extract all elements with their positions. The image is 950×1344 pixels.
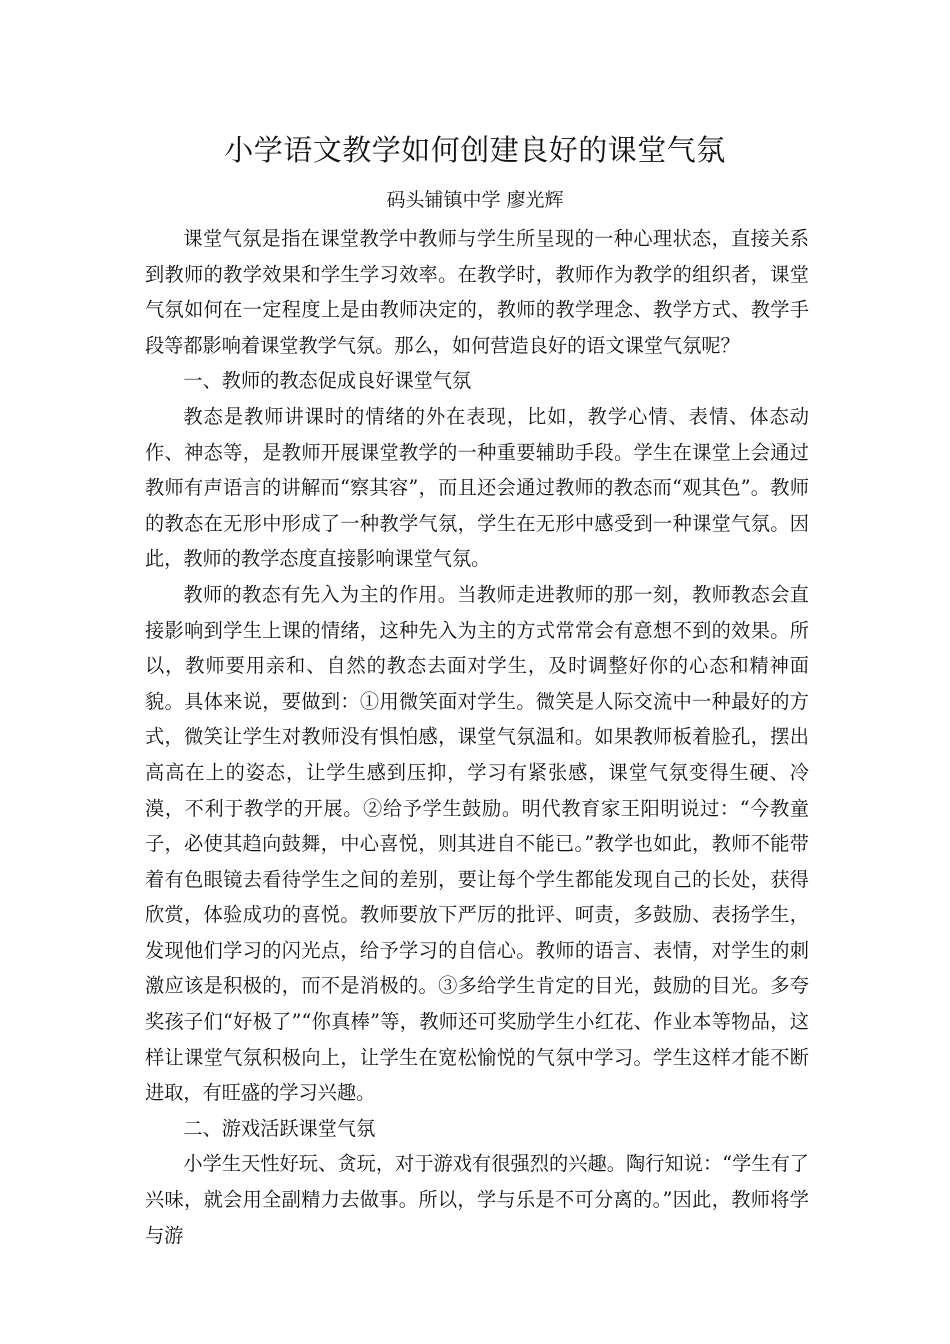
- paragraph-teaching-manner: 教态是教师讲课时的情绪的外在表现，比如，教学心情、表情、体态动作、神态等，是教师开展课堂教学的一种重要辅助手段。学生在课堂上会通过教师有声语言的讲解而“察其容”，而且还会通过教师的教态而“观其色”。教师的教态在无形中形成了一种教学气氛，学生在无形中感受到一种课堂气氛。因此，教师的教学态度直接影响课堂气氛。: [145, 404, 809, 571]
- document-body: [145, 221, 809, 1253]
- section-heading-2: 二、游戏活跃课堂气氛: [183, 1116, 376, 1140]
- document-title: 小学语文教学如何创建良好的课堂气氛: [224, 133, 726, 167]
- paragraph-first-impression: 教师的教态有先入为主的作用。当教师走进教师的那一刻，教师教态会直接影响到学生上课的情绪，这种先入为主的方式常常会有意想不到的效果。所以，教师要用亲和、自然的教态去面对学生，及时调整好你的心态和精神面貌。具体来说，要做到：①用微笑面对学生。微笑是人际交流中一种最好的方式，微笑让学生对教师没有惧怕感，课堂气氛温和。如果教师板着脸孔，摆出高高在上的姿态，让学生感到压抑，学习有紧张感，课堂气氛变得生硬、冷漠，不利于教学的开展。②给予学生鼓励。明代教育家王阳明说过：“今教童子，必使其趋向鼓舞，中心喜悦，则其进自不能已。”教学也如此，教师不能带着有色眼镜去看待学生之间的差别，要让每个学生都能发现自己的长处，获得欣赏，体验成功的喜悦。教师要放下严厉的批评、呵责，多鼓励、表扬学生，发现他们学习的闪光点，给予学习的自信心。教师的语言、表情，对学生的刺激应该是积极的，而不是消极的。③多给学生肯定的目光，鼓励的目光。多夸奖孩子们“好极了”“你真棒”等，教师还可奖励学生小红花、作业本等物品，这样让课堂气氛积极向上，让学生在宽松愉悦的气氛中学习。学生这样才能不断进取，有旺盛的学习兴趣。: [145, 582, 809, 1105]
- paragraph-intro: 课堂气氛是指在课堂教学中教师与学生所呈现的一种心理状态，直接关系到教师的教学效果和学生学习效率。在教学时，教师作为教学的组织者，课堂气氛如何在一定程度上是由教师决定的，教师的教学理念、教学方式、教学手段等都影响着课堂教学气氛。那么，如何营造良好的语文课堂气氛呢？: [145, 227, 809, 357]
- section-heading-1: 一、教师的教态促成良好课堂气氛: [183, 369, 472, 393]
- paragraph-games: 小学生天性好玩、贪玩，对于游戏有很强烈的兴趣。陶行知说：“学生有了兴味，就会用全副精力去做事。所以，学与乐是不可分离的。”因此，教师将学与游: [145, 1152, 809, 1247]
- document-author: 码头铺镇中学 廖光辉: [386, 189, 564, 211]
